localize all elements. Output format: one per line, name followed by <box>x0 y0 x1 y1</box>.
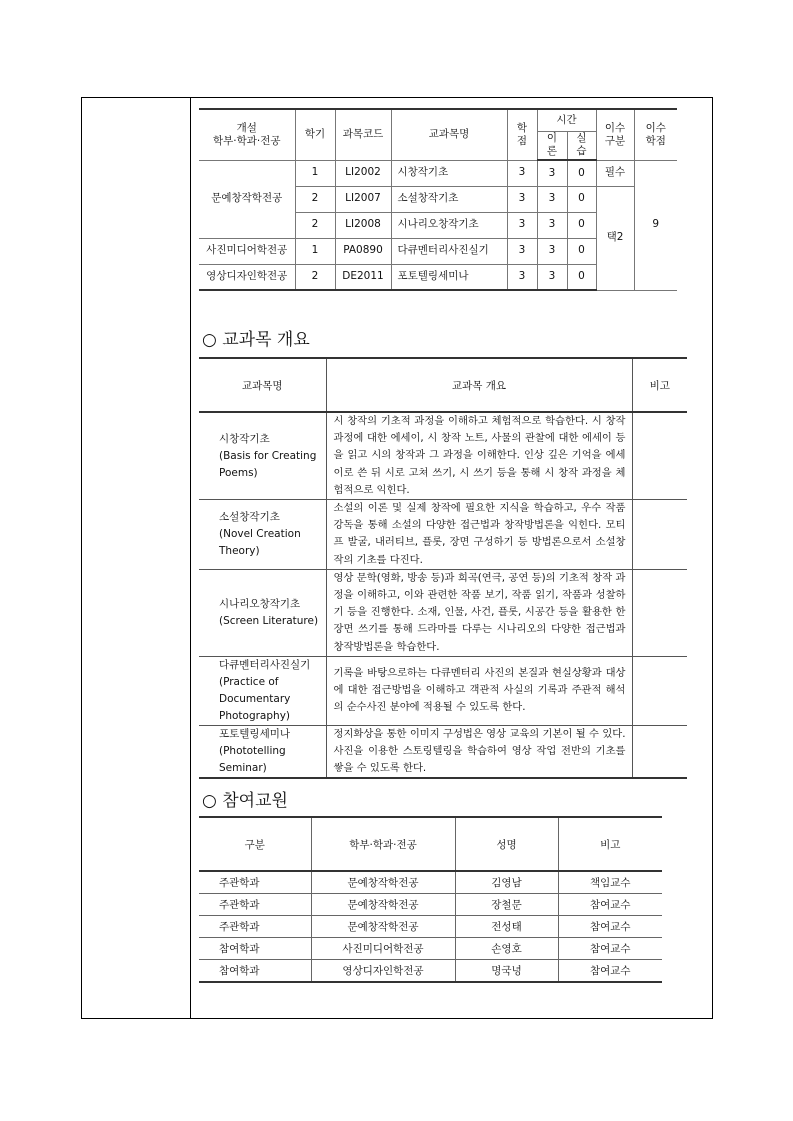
practice-cell: 0 <box>567 160 596 186</box>
semester-cell: 2 <box>295 186 335 212</box>
summary-cell: 시 창작의 기초적 과정을 이해하고 체험적으로 학습한다. 시 창작 과정에 대한 에세이, 시 창작 노트, 사물의 관찰에 대한 에세이 등을 읽고 시의 창작과 그 과정을 이해한다. 인상 깊은 기억을 에세이로 쓴 뒤 시로 고쳐 쓰기, 시 쓰기 등을 통해 시 창작 과정을 체험적으로 익힌다. <box>326 412 632 500</box>
table-row <box>199 894 662 916</box>
credits-cell: 3 <box>507 264 537 290</box>
type-cell: 주관학과 <box>199 871 311 894</box>
name-cell: 명국녕 <box>455 960 558 983</box>
note-cell: 참여교수 <box>558 916 662 938</box>
course-name-cell: 시나리오창작기초 (Screen Literature) <box>199 569 326 656</box>
table-row <box>199 725 687 778</box>
course-name-cell: 시창작기초 (Basis for Creating Poems) <box>199 412 326 500</box>
course-name-cell: 포토텔링세미나 (Phototelling Seminar) <box>199 725 326 778</box>
course-name-cell: 소설창작기초 (Novel Creation Theory) <box>199 500 326 570</box>
note-cell <box>632 412 687 500</box>
summary-cell: 기록을 바탕으로하는 다큐멘터리 사진의 본질과 현실상황과 대상에 대한 접근방법을 이해하고 객관적 사실의 기록과 주관적 해석의 순수사진 분야에 적용될 수 있도록 한다. <box>326 656 632 725</box>
name-cell: 소설창작기초 <box>391 186 507 212</box>
type-cell: 참여학과 <box>199 938 311 960</box>
dept-cell: 문예창작학전공 <box>311 871 455 894</box>
summary-cell: 정지화상을 통한 이미지 구성법은 영상 교육의 기본이 될 수 있다. 사진을 이용한 스토링텔링을 학습하여 영상 작업 전반의 기초를 쌓을 수 있도록 한다. <box>326 725 632 778</box>
name-cell: 장철문 <box>455 894 558 916</box>
header-note: 비고 <box>632 358 687 412</box>
practice-cell: 0 <box>567 186 596 212</box>
type-cell: 주관학과 <box>199 916 311 938</box>
note-cell: 참여교수 <box>558 894 662 916</box>
code-cell: DE2011 <box>335 264 391 290</box>
code-cell: PA0890 <box>335 238 391 264</box>
practice-cell: 0 <box>567 238 596 264</box>
note-cell: 참여교수 <box>558 938 662 960</box>
table-row <box>199 916 662 938</box>
note-cell <box>632 656 687 725</box>
note-cell <box>632 725 687 778</box>
type-cell: 필수 <box>596 160 634 186</box>
code-cell: LI2002 <box>335 160 391 186</box>
summary-cell: 소설의 이론 및 실제 창작에 필요한 지식을 학습하고, 우수 작품 강독을 통해 소설의 다양한 접근법과 창작방법론을 익힌다. 모티프 발굴, 내러티브, 플롯, 장면 구성하기 등 방법론으로서 소설창작의 기초를 다진다. <box>326 500 632 570</box>
header-type: 이수 구분 <box>596 109 634 160</box>
dept-cell: 영상디자인학전공 <box>311 960 455 983</box>
dept-cell: 문예창작학전공 <box>311 894 455 916</box>
header-total: 이수 학점 <box>634 109 677 160</box>
table-row <box>199 160 677 186</box>
semester-cell: 2 <box>295 264 335 290</box>
frame-divider <box>190 97 191 1019</box>
dept-cell: 영상디자인학전공 <box>199 264 295 290</box>
header-code: 과목코드 <box>335 109 391 160</box>
type-cell: 참여학과 <box>199 960 311 983</box>
header-name: 성명 <box>455 817 558 871</box>
note-cell <box>632 569 687 656</box>
practice-cell: 0 <box>567 264 596 290</box>
name-cell: 김영남 <box>455 871 558 894</box>
table-row <box>199 412 687 500</box>
header-credits: 학 점 <box>507 109 537 160</box>
total-credits-cell: 9 <box>634 160 677 290</box>
header-dept: 학부·학과·전공 <box>311 817 455 871</box>
overview-section-title: ○ 교과목 개요 <box>202 330 310 350</box>
header-note: 비고 <box>558 817 662 871</box>
table-row <box>199 569 687 656</box>
table-row <box>199 938 662 960</box>
note-cell: 참여교수 <box>558 960 662 983</box>
name-cell: 전성태 <box>455 916 558 938</box>
code-cell: LI2007 <box>335 186 391 212</box>
credits-cell: 3 <box>507 212 537 238</box>
name-cell: 시나리오창작기초 <box>391 212 507 238</box>
summary-cell: 영상 문학(영화, 방송 등)과 희곡(연극, 공연 등)의 기초적 창작 과정을 이해하고, 이와 관련한 작품 보기, 작품 읽기, 작품과 성찰하기 등을 진행한다. 소재, 인물, 사건, 플롯, 시공간 등을 활용한 한 장면 쓰기를 통해 드라마를 다루는 시나리오의 다양한 접근법과 창작방법론을 학습한다. <box>326 569 632 656</box>
course-table <box>199 108 677 291</box>
header-course-name: 교과목명 <box>199 358 326 412</box>
overview-table <box>199 357 687 779</box>
faculty-table <box>199 816 662 983</box>
theory-cell: 3 <box>537 160 567 186</box>
dept-cell: 사진미디어학전공 <box>311 938 455 960</box>
theory-cell: 3 <box>537 212 567 238</box>
name-cell: 다큐멘터리사진실기 <box>391 238 507 264</box>
header-type: 구분 <box>199 817 311 871</box>
practice-cell: 0 <box>567 212 596 238</box>
header-hours: 시간 <box>537 109 596 131</box>
header-dept: 개설 학부·학과·전공 <box>199 109 295 160</box>
credits-cell: 3 <box>507 238 537 264</box>
table-row <box>199 656 687 725</box>
theory-cell: 3 <box>537 238 567 264</box>
table-row <box>199 500 687 570</box>
header-semester: 학기 <box>295 109 335 160</box>
name-cell: 손영호 <box>455 938 558 960</box>
semester-cell: 1 <box>295 160 335 186</box>
dept-cell: 문예창작학전공 <box>311 916 455 938</box>
header-practice: 실 습 <box>567 131 596 160</box>
note-cell <box>632 500 687 570</box>
type-cell: 주관학과 <box>199 894 311 916</box>
code-cell: LI2008 <box>335 212 391 238</box>
name-cell: 시창작기초 <box>391 160 507 186</box>
dept-cell: 사진미디어학전공 <box>199 238 295 264</box>
semester-cell: 1 <box>295 238 335 264</box>
course-name-cell: 다큐멘터리사진실기 (Practice of Documentary Photography) <box>199 656 326 725</box>
theory-cell: 3 <box>537 186 567 212</box>
header-name: 교과목명 <box>391 109 507 160</box>
note-cell: 책임교수 <box>558 871 662 894</box>
faculty-section-title: ○ 참여교원 <box>202 791 288 811</box>
header-theory: 이 론 <box>537 131 567 160</box>
theory-cell: 3 <box>537 264 567 290</box>
header-summary: 교과목 개요 <box>326 358 632 412</box>
type-cell: 택2 <box>596 186 634 290</box>
name-cell: 포토텔링세미나 <box>391 264 507 290</box>
table-row <box>199 871 662 894</box>
dept-cell: 문예창작학전공 <box>199 160 295 238</box>
credits-cell: 3 <box>507 160 537 186</box>
table-row <box>199 960 662 983</box>
semester-cell: 2 <box>295 212 335 238</box>
credits-cell: 3 <box>507 186 537 212</box>
